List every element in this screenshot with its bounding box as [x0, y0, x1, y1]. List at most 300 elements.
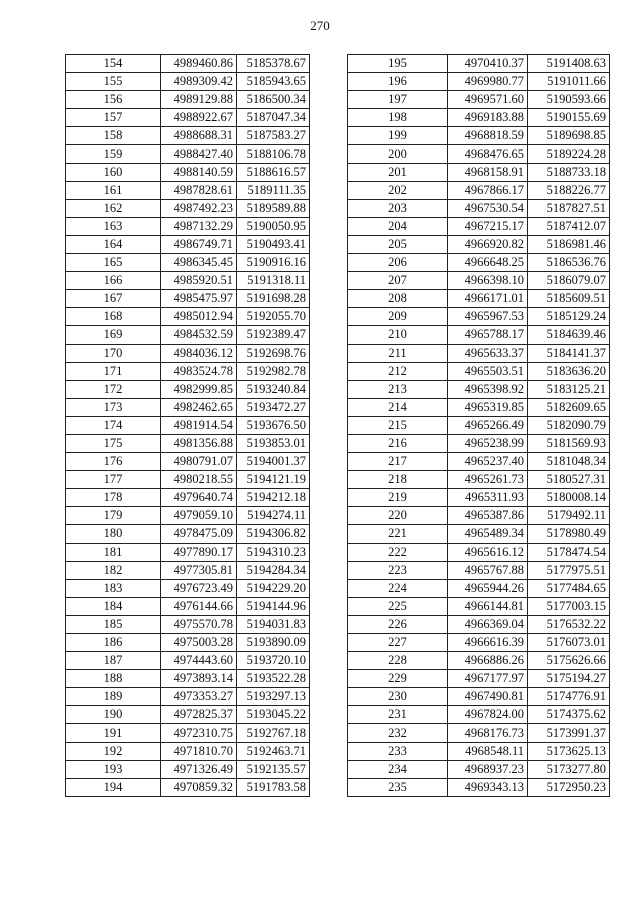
coordinate-x-cell: 4976144.66	[161, 597, 237, 615]
table-row	[66, 778, 310, 796]
table-row	[66, 561, 310, 579]
coordinate-x-cell: 4975003.28	[161, 634, 237, 652]
coordinate-y-cell: 5188616.57	[237, 163, 310, 181]
coordinate-x-cell: 4968818.59	[448, 127, 528, 145]
table-row	[66, 579, 310, 597]
point-number-cell: 171	[66, 362, 161, 380]
table-row	[348, 344, 610, 362]
table-row	[348, 199, 610, 217]
table-row	[348, 380, 610, 398]
point-number-cell: 180	[66, 525, 161, 543]
coordinate-y-cell: 5178980.49	[528, 525, 610, 543]
coordinate-x-cell: 4966398.10	[448, 272, 528, 290]
table-row	[348, 543, 610, 561]
table-row	[66, 91, 310, 109]
table-row	[66, 254, 310, 272]
coordinate-y-cell: 5189224.28	[528, 145, 610, 163]
point-number-cell: 174	[66, 416, 161, 434]
coordinate-x-cell: 4969343.13	[448, 778, 528, 796]
point-number-cell: 197	[348, 91, 448, 109]
point-number-cell: 217	[348, 453, 448, 471]
coordinate-y-cell: 5177003.15	[528, 597, 610, 615]
point-number-cell: 223	[348, 561, 448, 579]
coordinate-x-cell: 4965767.88	[448, 561, 528, 579]
point-number-cell: 175	[66, 434, 161, 452]
coordinate-x-cell: 4986345.45	[161, 254, 237, 272]
coordinate-y-cell: 5184639.46	[528, 326, 610, 344]
coordinate-y-cell: 5179492.11	[528, 507, 610, 525]
coordinate-y-cell: 5194031.83	[237, 615, 310, 633]
coordinate-y-cell: 5172950.23	[528, 778, 610, 796]
coordinate-y-cell: 5188226.77	[528, 181, 610, 199]
point-number-cell: 154	[66, 55, 161, 73]
point-number-cell: 194	[66, 778, 161, 796]
coordinate-y-cell: 5188106.78	[237, 145, 310, 163]
coordinate-x-cell: 4967824.00	[448, 706, 528, 724]
point-number-cell: 170	[66, 344, 161, 362]
table-row	[66, 55, 310, 73]
table-row	[66, 398, 310, 416]
table-row	[66, 742, 310, 760]
coordinate-y-cell: 5193676.50	[237, 416, 310, 434]
point-number-cell: 195	[348, 55, 448, 73]
table-row	[348, 254, 610, 272]
point-number-cell: 198	[348, 109, 448, 127]
coordinate-y-cell: 5184141.37	[528, 344, 610, 362]
point-number-cell: 176	[66, 453, 161, 471]
table-row	[348, 579, 610, 597]
point-number-cell: 188	[66, 670, 161, 688]
point-number-cell: 234	[348, 760, 448, 778]
coordinate-x-cell: 4988922.67	[161, 109, 237, 127]
table-row	[66, 507, 310, 525]
table-row	[66, 362, 310, 380]
coordinate-x-cell: 4972825.37	[161, 706, 237, 724]
coordinate-y-cell: 5174375.62	[528, 706, 610, 724]
coordinate-x-cell: 4973353.27	[161, 688, 237, 706]
point-number-cell: 219	[348, 489, 448, 507]
coordinate-x-cell: 4965967.53	[448, 308, 528, 326]
coordinate-y-cell: 5190593.66	[528, 91, 610, 109]
coordinate-y-cell: 5183125.21	[528, 380, 610, 398]
coordinate-y-cell: 5185609.51	[528, 290, 610, 308]
coordinates-table-left	[65, 54, 310, 797]
table-row	[348, 308, 610, 326]
coordinate-y-cell: 5178474.54	[528, 543, 610, 561]
coordinate-y-cell: 5180008.14	[528, 489, 610, 507]
point-number-cell: 201	[348, 163, 448, 181]
point-number-cell: 216	[348, 434, 448, 452]
point-number-cell: 181	[66, 543, 161, 561]
point-number-cell: 183	[66, 579, 161, 597]
point-number-cell: 225	[348, 597, 448, 615]
point-number-cell: 157	[66, 109, 161, 127]
table-row	[66, 434, 310, 452]
coordinate-x-cell: 4989129.88	[161, 91, 237, 109]
point-number-cell: 224	[348, 579, 448, 597]
coordinate-x-cell: 4967530.54	[448, 199, 528, 217]
coordinate-x-cell: 4970410.37	[448, 55, 528, 73]
coordinate-y-cell: 5194284.34	[237, 561, 310, 579]
coordinate-x-cell: 4969183.88	[448, 109, 528, 127]
coordinate-y-cell: 5194229.20	[237, 579, 310, 597]
coordinate-x-cell: 4969980.77	[448, 73, 528, 91]
coordinate-x-cell: 4965788.17	[448, 326, 528, 344]
coordinate-x-cell: 4980218.55	[161, 471, 237, 489]
coordinate-x-cell: 4966369.04	[448, 615, 528, 633]
coordinate-y-cell: 5173991.37	[528, 724, 610, 742]
coordinate-x-cell: 4965387.86	[448, 507, 528, 525]
coordinate-x-cell: 4977890.17	[161, 543, 237, 561]
coordinate-x-cell: 4965503.51	[448, 362, 528, 380]
coordinate-y-cell: 5185378.67	[237, 55, 310, 73]
table-row	[66, 217, 310, 235]
table-row	[66, 760, 310, 778]
coordinate-x-cell: 4985012.94	[161, 308, 237, 326]
point-number-cell: 227	[348, 634, 448, 652]
table-row	[348, 91, 610, 109]
coordinate-x-cell: 4965261.73	[448, 471, 528, 489]
coordinate-y-cell: 5177975.51	[528, 561, 610, 579]
coordinate-y-cell: 5189111.35	[237, 181, 310, 199]
point-number-cell: 187	[66, 652, 161, 670]
point-number-cell: 222	[348, 543, 448, 561]
coordinate-x-cell: 4973893.14	[161, 670, 237, 688]
coordinate-y-cell: 5186981.46	[528, 235, 610, 253]
point-number-cell: 179	[66, 507, 161, 525]
point-number-cell: 220	[348, 507, 448, 525]
coordinate-y-cell: 5193297.13	[237, 688, 310, 706]
point-number-cell: 229	[348, 670, 448, 688]
coordinate-y-cell: 5173625.13	[528, 742, 610, 760]
coordinate-y-cell: 5193853.01	[237, 434, 310, 452]
point-number-cell: 196	[348, 73, 448, 91]
table-row	[66, 344, 310, 362]
table-row	[348, 742, 610, 760]
coordinate-y-cell: 5188733.18	[528, 163, 610, 181]
point-number-cell: 160	[66, 163, 161, 181]
table-row	[66, 235, 310, 253]
table-row	[348, 489, 610, 507]
table-row	[348, 615, 610, 633]
coordinate-x-cell: 4965237.40	[448, 453, 528, 471]
table-row	[348, 290, 610, 308]
coordinate-y-cell: 5182609.65	[528, 398, 610, 416]
coordinate-y-cell: 5187827.51	[528, 199, 610, 217]
point-number-cell: 230	[348, 688, 448, 706]
coordinate-y-cell: 5187047.34	[237, 109, 310, 127]
table-row	[66, 416, 310, 434]
coordinate-x-cell: 4988688.31	[161, 127, 237, 145]
table-row	[348, 272, 610, 290]
point-number-cell: 189	[66, 688, 161, 706]
point-number-cell: 215	[348, 416, 448, 434]
point-number-cell: 161	[66, 181, 161, 199]
coordinate-y-cell: 5191698.28	[237, 290, 310, 308]
coordinate-y-cell: 5186500.34	[237, 91, 310, 109]
coordinate-x-cell: 4974443.60	[161, 652, 237, 670]
coordinate-x-cell: 4984036.12	[161, 344, 237, 362]
table-row	[66, 127, 310, 145]
coordinate-y-cell: 5176073.01	[528, 634, 610, 652]
point-number-cell: 192	[66, 742, 161, 760]
coordinate-y-cell: 5191318.11	[237, 272, 310, 290]
table-row	[348, 235, 610, 253]
point-number-cell: 226	[348, 615, 448, 633]
coordinate-x-cell: 4969571.60	[448, 91, 528, 109]
coordinate-y-cell: 5193890.09	[237, 634, 310, 652]
table-row	[66, 163, 310, 181]
coordinate-x-cell: 4985920.51	[161, 272, 237, 290]
point-number-cell: 169	[66, 326, 161, 344]
coordinate-y-cell: 5191783.58	[237, 778, 310, 796]
coordinate-x-cell: 4985475.97	[161, 290, 237, 308]
point-number-cell: 208	[348, 290, 448, 308]
coordinate-y-cell: 5191408.63	[528, 55, 610, 73]
table-row	[66, 199, 310, 217]
point-number-cell: 167	[66, 290, 161, 308]
coordinate-x-cell: 4965398.92	[448, 380, 528, 398]
point-number-cell: 213	[348, 380, 448, 398]
coordinate-y-cell: 5180527.31	[528, 471, 610, 489]
coordinate-x-cell: 4979640.74	[161, 489, 237, 507]
point-number-cell: 191	[66, 724, 161, 742]
table-row	[348, 453, 610, 471]
coordinate-y-cell: 5177484.65	[528, 579, 610, 597]
coordinate-x-cell: 4965266.49	[448, 416, 528, 434]
coordinate-y-cell: 5194212.18	[237, 489, 310, 507]
table-row	[66, 670, 310, 688]
coordinate-x-cell: 4966920.82	[448, 235, 528, 253]
point-number-cell: 184	[66, 597, 161, 615]
coordinate-x-cell: 4965238.99	[448, 434, 528, 452]
point-number-cell: 163	[66, 217, 161, 235]
coordinate-x-cell: 4988427.40	[161, 145, 237, 163]
coordinate-x-cell: 4975570.78	[161, 615, 237, 633]
coordinate-x-cell: 4966616.39	[448, 634, 528, 652]
table-row	[66, 471, 310, 489]
table-row	[348, 127, 610, 145]
coordinate-y-cell: 5189698.85	[528, 127, 610, 145]
coordinate-x-cell: 4966648.25	[448, 254, 528, 272]
coordinate-x-cell: 4981914.54	[161, 416, 237, 434]
table-row	[66, 290, 310, 308]
coordinate-y-cell: 5185943.65	[237, 73, 310, 91]
point-number-cell: 235	[348, 778, 448, 796]
coordinate-x-cell: 4965489.34	[448, 525, 528, 543]
point-number-cell: 218	[348, 471, 448, 489]
coordinate-y-cell: 5187412.07	[528, 217, 610, 235]
coordinate-y-cell: 5185129.24	[528, 308, 610, 326]
table-row	[348, 652, 610, 670]
point-number-cell: 204	[348, 217, 448, 235]
coordinate-y-cell: 5190916.16	[237, 254, 310, 272]
point-number-cell: 214	[348, 398, 448, 416]
coordinate-y-cell: 5191011.66	[528, 73, 610, 91]
table-row	[348, 760, 610, 778]
coordinate-x-cell: 4987492.23	[161, 199, 237, 217]
coordinates-table-right	[347, 54, 610, 797]
coordinate-y-cell: 5182090.79	[528, 416, 610, 434]
table-row	[348, 778, 610, 796]
coordinate-y-cell: 5173277.80	[528, 760, 610, 778]
coordinate-y-cell: 5194144.96	[237, 597, 310, 615]
table-row	[348, 670, 610, 688]
coordinate-x-cell: 4976723.49	[161, 579, 237, 597]
table-row	[348, 73, 610, 91]
coordinate-y-cell: 5175194.27	[528, 670, 610, 688]
coordinate-x-cell: 4967490.81	[448, 688, 528, 706]
table-row	[348, 597, 610, 615]
table-row	[66, 272, 310, 290]
coordinate-y-cell: 5194001.37	[237, 453, 310, 471]
coordinate-y-cell: 5194121.19	[237, 471, 310, 489]
coordinate-y-cell: 5193472.27	[237, 398, 310, 416]
table-row	[66, 615, 310, 633]
table-row	[66, 326, 310, 344]
coordinate-x-cell: 4965944.26	[448, 579, 528, 597]
table-row	[348, 163, 610, 181]
point-number-cell: 159	[66, 145, 161, 163]
point-number-cell: 206	[348, 254, 448, 272]
table-row	[66, 453, 310, 471]
coordinate-x-cell: 4978475.09	[161, 525, 237, 543]
coordinate-x-cell: 4971326.49	[161, 760, 237, 778]
point-number-cell: 165	[66, 254, 161, 272]
point-number-cell: 233	[348, 742, 448, 760]
table-row	[66, 634, 310, 652]
coordinate-x-cell: 4984532.59	[161, 326, 237, 344]
table-row	[348, 181, 610, 199]
coordinate-x-cell: 4966886.26	[448, 652, 528, 670]
coordinate-y-cell: 5190050.95	[237, 217, 310, 235]
point-number-cell: 155	[66, 73, 161, 91]
table-row	[348, 706, 610, 724]
table-row	[66, 73, 310, 91]
point-number-cell: 207	[348, 272, 448, 290]
table-row	[348, 561, 610, 579]
coordinate-y-cell: 5189589.88	[237, 199, 310, 217]
point-number-cell: 178	[66, 489, 161, 507]
table-row	[66, 652, 310, 670]
point-number-cell: 177	[66, 471, 161, 489]
coordinate-x-cell: 4966171.01	[448, 290, 528, 308]
coordinate-y-cell: 5186536.76	[528, 254, 610, 272]
coordinate-x-cell: 4977305.81	[161, 561, 237, 579]
coordinate-y-cell: 5174776.91	[528, 688, 610, 706]
table-row	[348, 525, 610, 543]
point-number-cell: 166	[66, 272, 161, 290]
table-row	[348, 109, 610, 127]
point-number-cell: 203	[348, 199, 448, 217]
table-row	[348, 145, 610, 163]
coordinate-y-cell: 5193240.84	[237, 380, 310, 398]
point-number-cell: 211	[348, 344, 448, 362]
table-row	[66, 525, 310, 543]
point-number-cell: 185	[66, 615, 161, 633]
table-row	[348, 398, 610, 416]
point-number-cell: 162	[66, 199, 161, 217]
coordinate-y-cell: 5194310.23	[237, 543, 310, 561]
table-row	[66, 543, 310, 561]
coordinate-x-cell: 4967866.17	[448, 181, 528, 199]
coordinate-y-cell: 5181048.34	[528, 453, 610, 471]
table-row	[348, 507, 610, 525]
point-number-cell: 173	[66, 398, 161, 416]
table-row	[66, 724, 310, 742]
coordinate-x-cell: 4979059.10	[161, 507, 237, 525]
coordinate-x-cell: 4986749.71	[161, 235, 237, 253]
point-number-cell: 190	[66, 706, 161, 724]
coordinate-x-cell: 4982462.65	[161, 398, 237, 416]
coordinate-x-cell: 4965633.37	[448, 344, 528, 362]
point-number-cell: 172	[66, 380, 161, 398]
point-number-cell: 228	[348, 652, 448, 670]
point-number-cell: 199	[348, 127, 448, 145]
coordinate-x-cell: 4982999.85	[161, 380, 237, 398]
coordinate-y-cell: 5193522.28	[237, 670, 310, 688]
coordinate-y-cell: 5193045.22	[237, 706, 310, 724]
table-row	[348, 434, 610, 452]
point-number-cell: 200	[348, 145, 448, 163]
coordinate-x-cell: 4981356.88	[161, 434, 237, 452]
table-row	[66, 688, 310, 706]
coordinate-y-cell: 5190493.41	[237, 235, 310, 253]
point-number-cell: 205	[348, 235, 448, 253]
coordinate-x-cell: 4988140.59	[161, 163, 237, 181]
table-row	[348, 55, 610, 73]
coordinate-x-cell: 4968548.11	[448, 742, 528, 760]
point-number-cell: 168	[66, 308, 161, 326]
point-number-cell: 164	[66, 235, 161, 253]
point-number-cell: 186	[66, 634, 161, 652]
coordinate-y-cell: 5192135.57	[237, 760, 310, 778]
coordinate-x-cell: 4987828.61	[161, 181, 237, 199]
table-row	[66, 145, 310, 163]
table-row	[66, 181, 310, 199]
table-row	[348, 688, 610, 706]
coordinate-y-cell: 5192698.76	[237, 344, 310, 362]
coordinate-x-cell: 4987132.29	[161, 217, 237, 235]
table-row	[348, 471, 610, 489]
table-row	[348, 416, 610, 434]
coordinate-x-cell: 4965616.12	[448, 543, 528, 561]
coordinate-x-cell: 4968476.65	[448, 145, 528, 163]
point-number-cell: 232	[348, 724, 448, 742]
coordinate-x-cell: 4980791.07	[161, 453, 237, 471]
table-row	[348, 362, 610, 380]
coordinate-x-cell: 4968176.73	[448, 724, 528, 742]
table-row	[66, 109, 310, 127]
coordinate-x-cell: 4989460.86	[161, 55, 237, 73]
page-number: 270	[310, 18, 330, 33]
point-number-cell: 202	[348, 181, 448, 199]
coordinate-y-cell: 5183636.20	[528, 362, 610, 380]
coordinate-x-cell: 4968937.23	[448, 760, 528, 778]
coordinate-y-cell: 5192982.78	[237, 362, 310, 380]
point-number-cell: 221	[348, 525, 448, 543]
coordinate-y-cell: 5192463.71	[237, 742, 310, 760]
coordinate-x-cell: 4970859.32	[161, 778, 237, 796]
coordinate-y-cell: 5192055.70	[237, 308, 310, 326]
coordinate-x-cell: 4968158.91	[448, 163, 528, 181]
coordinate-y-cell: 5194306.82	[237, 525, 310, 543]
coordinate-x-cell: 4967177.97	[448, 670, 528, 688]
coordinate-y-cell: 5187583.27	[237, 127, 310, 145]
table-row	[348, 217, 610, 235]
coordinate-x-cell: 4971810.70	[161, 742, 237, 760]
coordinate-y-cell: 5192767.18	[237, 724, 310, 742]
